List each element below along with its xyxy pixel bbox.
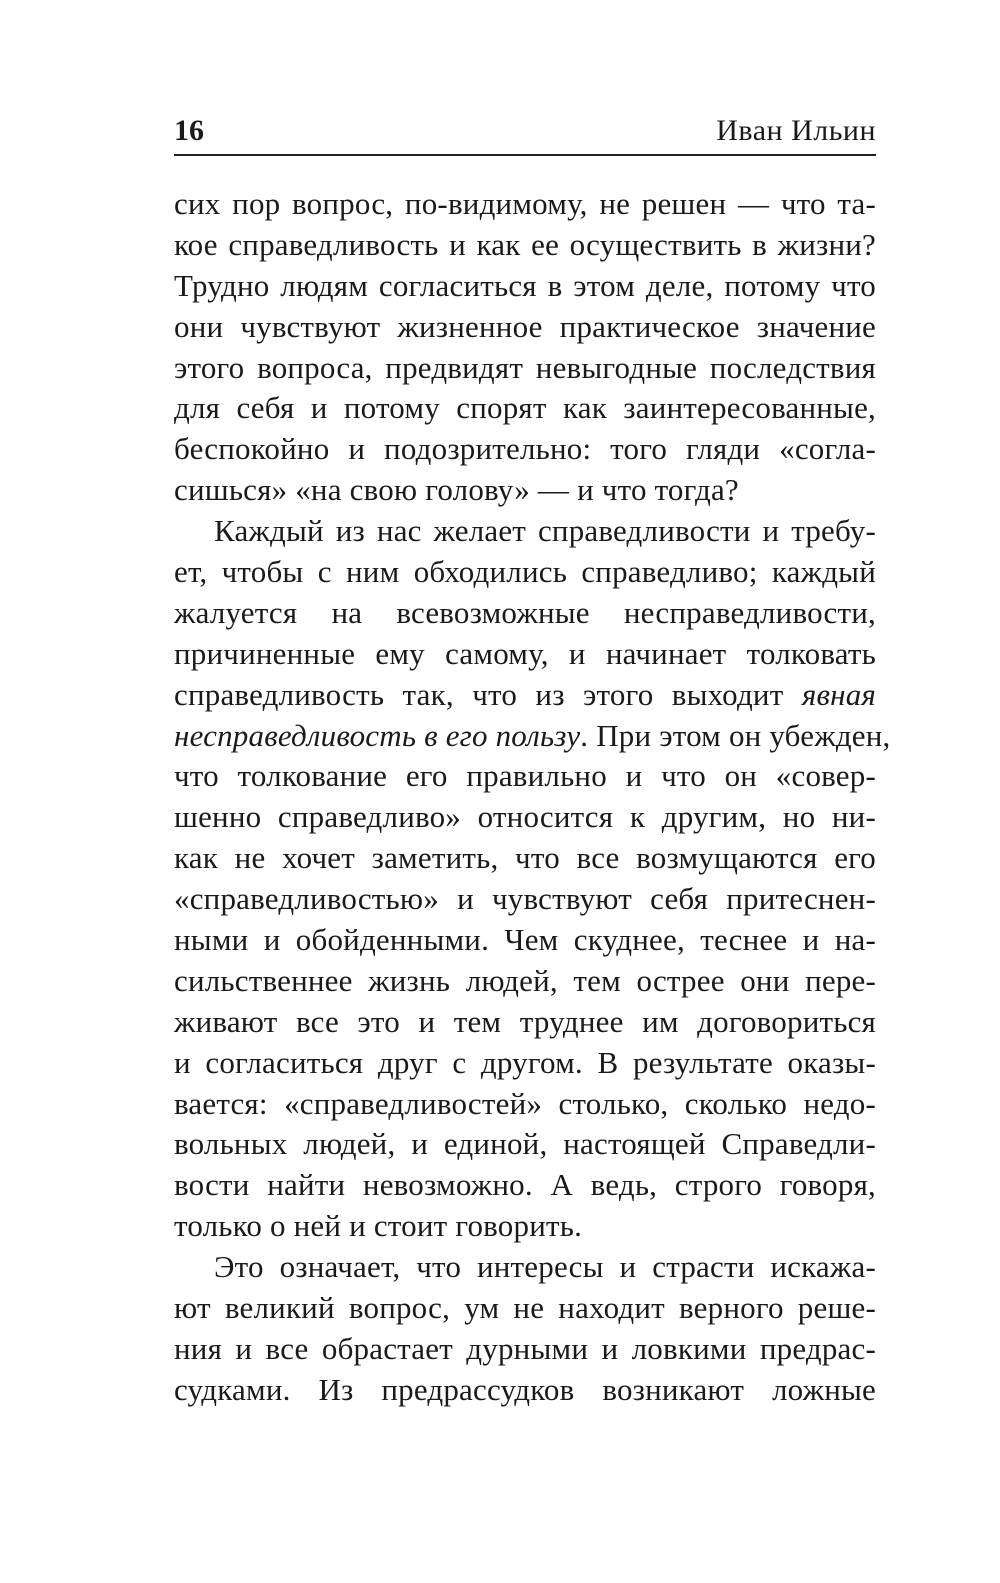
text-line: ния и все обрастает дурными и ловкими предрас- — [174, 1330, 876, 1366]
text-line: и согласиться друг с другом. В результате оказы- — [174, 1044, 876, 1080]
text-line: что толкование его правильно и что он «совер- — [174, 758, 876, 794]
text-line: ет, чтобы с ним обходились справедливо; каждый — [174, 554, 876, 590]
text-line: вости найти невозможно. А ведь, строго говоря, — [174, 1167, 876, 1203]
text-line: ют великий вопрос, ум не находит верного реше- — [174, 1290, 876, 1326]
paragraph-first-line: Каждый из нас желает справедливости и требу- — [214, 513, 876, 549]
italic-emphasis: явная — [801, 676, 876, 712]
text-line: кое справедливость и как ее осуществить в жизни? — [174, 226, 876, 262]
author-name: Иван Ильин — [716, 114, 876, 147]
paragraph-first-line: Это означает, что интересы и страсти искажа- — [214, 1249, 876, 1285]
text-line: причиненные ему самому, и начинает толковать — [174, 635, 876, 671]
text-line: справедливость так, что из этого выходит явная — [174, 676, 876, 712]
book-page — [174, 112, 891, 1411]
text-line: только о ней и стоит говорить. — [174, 1208, 583, 1244]
text-line: жалуется на всевозможные несправедливости, — [174, 594, 876, 630]
running-head — [174, 112, 876, 156]
body-text — [174, 184, 891, 1411]
text-line: беспокойно и подозрительно: того гляди «согла- — [174, 431, 876, 467]
text-line: сильственнее жизнь людей, тем острее они пере- — [174, 962, 876, 998]
text-line: «справедливостью» и чувствуют себя притеснен- — [174, 881, 876, 917]
text-line: вольных людей, и единой, настоящей Справедли- — [174, 1126, 876, 1162]
page-number: 16 — [174, 114, 204, 147]
text-line: Трудно людям согласиться в этом деле, потому что — [174, 267, 876, 303]
text-line: шенно справедливо» относится к другим, но ни- — [174, 799, 876, 835]
text-line: сих пор вопрос, по-видимому, не решен — что та- — [174, 186, 876, 221]
text-line: сишься» «на свою голову» — и что тогда? — [174, 472, 739, 508]
text-line: живают все это и тем труднее им договориться — [174, 1003, 876, 1039]
text-line: вается: «справедливостей» столько, сколько недо- — [174, 1085, 876, 1121]
text-line: как не хочет заметить, что все возмущаются его — [174, 840, 876, 876]
italic-emphasis: несправедливость в его пользу — [174, 717, 581, 753]
text-line: этого вопроса, предвидят невыгодные последствия — [174, 349, 876, 385]
text-line: ными и обойденными. Чем скуднее, теснее и на- — [174, 922, 876, 958]
text-line: они чувствуют жизненное практическое значение — [174, 308, 876, 344]
text-line: для себя и потому спорят как заинтересованные, — [174, 390, 876, 426]
text-line: несправедливость в его пользу. При этом он убежден, — [174, 717, 891, 753]
text-line: судками. Из предрассудков возникают ложные — [174, 1371, 876, 1407]
